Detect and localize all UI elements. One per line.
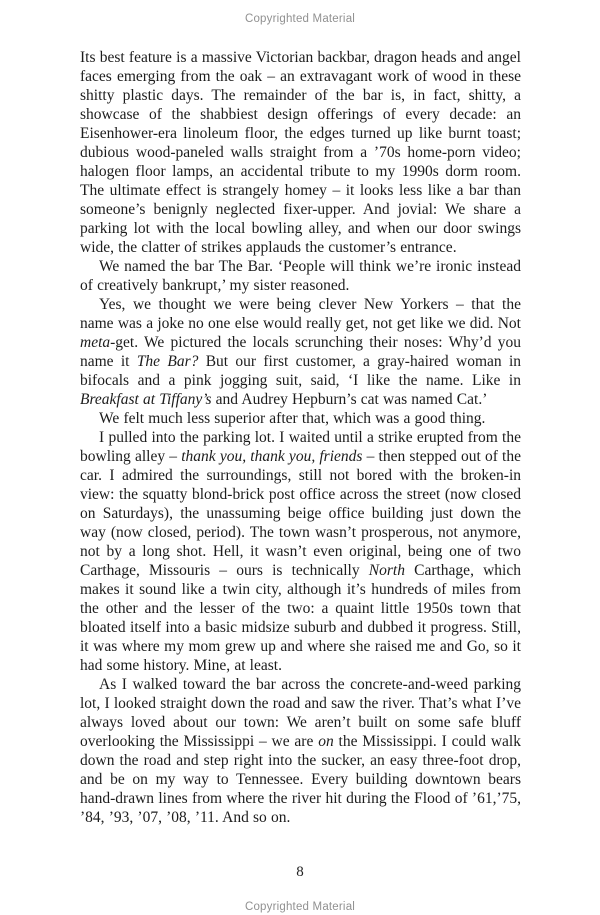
text-run: We named the bar The Bar. ‘People will think we’re ironic instead of creatively bankrupt,’ my sister reasoned. xyxy=(80,258,521,294)
text-run-italic: meta xyxy=(80,334,111,351)
paragraph xyxy=(80,675,521,827)
text-run: But our first customer, a gray-haired woman in bifocals and a pink jogging suit, said, ‘I like the name. Like in xyxy=(80,353,521,389)
text-run: and Audrey Hepburn’s cat was named Cat.’ xyxy=(211,391,488,408)
text-run-italic: Breakfast at Tiffany’s xyxy=(80,391,212,408)
text-run: I pulled into the parking lot. I waited until a strike erupted from the bowling alley – xyxy=(80,429,521,465)
text-run-italic: thank you, thank you, friends xyxy=(181,448,363,465)
text-run-italic: North xyxy=(368,562,405,579)
text-run: As I walked toward the bar across the concrete-and-weed parking lot, I looked straight down the road and saw the river. That’s what I’ve always loved about our town: We aren’t built on some safe bluff overlooking the Mississippi – we are xyxy=(80,676,521,750)
page-number: 8 xyxy=(296,864,304,880)
text-run: Carthage, which makes it sound like a twin city, although it’s hundreds of miles from the other and the lesser of the two: a quaint little 1950s town that bloated itself into a basic midsize suburb and dubbed it progress. Still, it was where my mom grew up and where she raised me and Go, so it had some history. Mine, at least. xyxy=(80,562,521,674)
text-run-italic: on xyxy=(318,733,334,750)
text-run: We felt much less superior after that, which was a good thing. xyxy=(99,410,486,427)
paragraph xyxy=(80,295,521,409)
paragraph xyxy=(80,48,521,257)
text-run: Yes, we thought we were being clever New Yorkers – that the name was a joke no one else would really get, not get like we did. Not xyxy=(80,296,521,332)
text-run-italic: The Bar? xyxy=(136,353,199,370)
text-run: Its best feature is a massive Victorian backbar, dragon heads and angel faces emerging from the oak – an extravagant work of wood in these shitty plastic days. The remainder of the bar is, in fact, shitty, a showcase of the shabbiest design offerings of every decade: an Eisenhower-era linoleum floor, the edges turned up like burnt toast; dubious wood-paneled walls straight from a ’70s home-porn video; halogen floor lamps, an accidental tribute to my 1990s dorm room. The ultimate effect is strangely homey – it looks less like a bar than someone’s benignly neglected fixer-upper. And jovial: We share a parking lot with the local bowling alley, and when our door swings wide, the clatter of strikes applauds the customer’s entrance. xyxy=(80,49,521,256)
copyright-notice-top: Copyrighted Material xyxy=(244,13,356,25)
paragraph xyxy=(80,409,521,428)
text-run: the Mississippi. I could walk down the road and step right into the sucker, an easy three-foot drop, and be on my way to Tennessee. Every building downtown bears hand-drawn lines from where the river hit during the Flood of ’61,’75, ’84, ’93, ’07, ’08, ’11. And so on. xyxy=(80,733,521,826)
paragraph xyxy=(80,428,521,675)
text-run: – then stepped out of the car. I admired the surroundings, still not bored with the broken-in view: the squatty blond-brick post office across the street (now closed on Saturdays), the unassuming beige office building just down the way (now closed, period). The town wasn’t prosperous, not anymore, not by a long shot. Hell, it wasn’t even original, being one of two Carthage, Missouris – ours is technically xyxy=(80,448,521,579)
copyright-notice-bottom: Copyrighted Material xyxy=(244,901,356,913)
body-text xyxy=(80,48,521,827)
text-run: -get. We pictured the locals scrunching their noses: Why’d you name it xyxy=(80,334,521,370)
paragraph xyxy=(80,257,521,295)
